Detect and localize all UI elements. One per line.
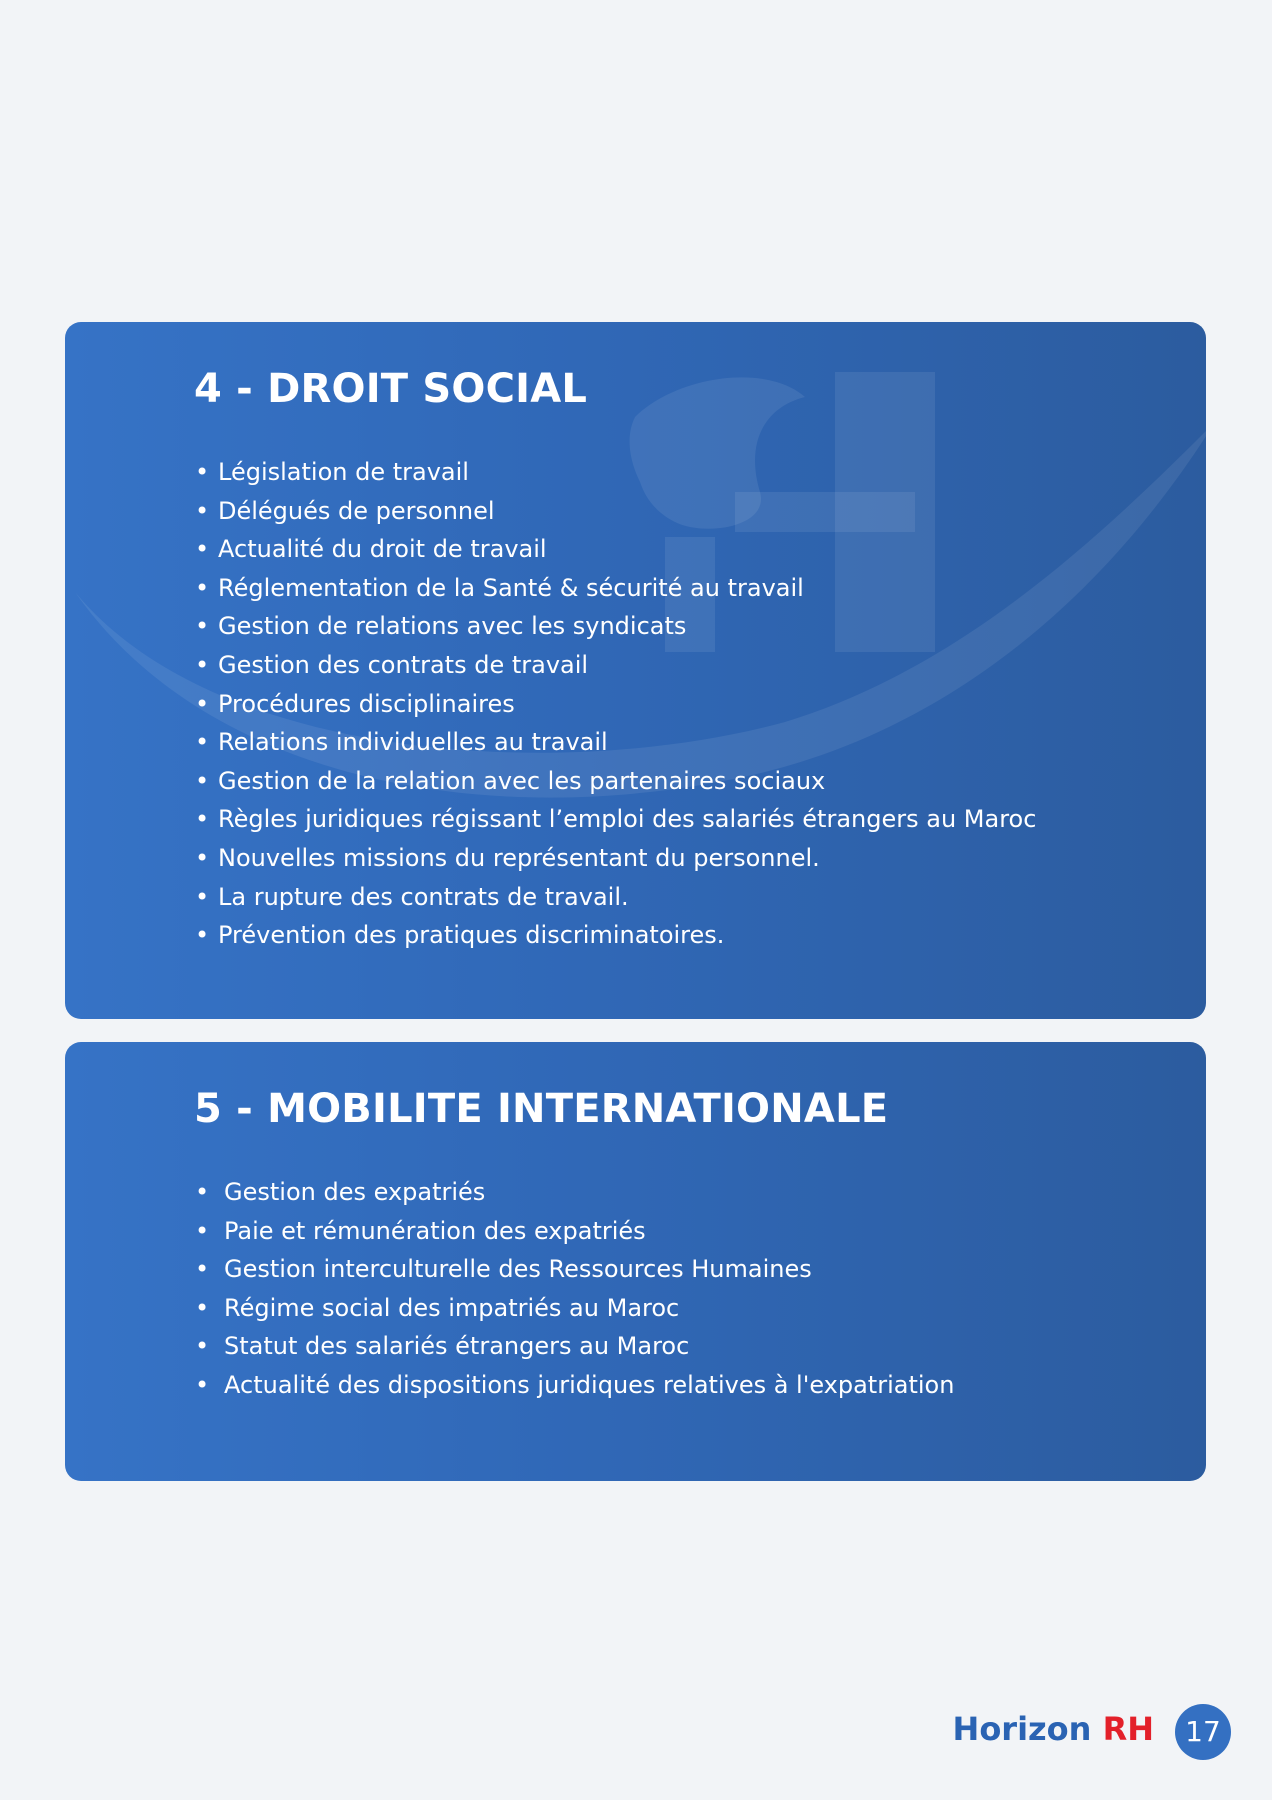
bullet-icon: • bbox=[195, 843, 210, 872]
list-item-text: Nouvelles missions du représentant du personnel. bbox=[218, 843, 820, 872]
list-item-text: Relations individuelles au travail bbox=[218, 728, 608, 757]
list-item bbox=[192, 1327, 954, 1366]
bullet-icon: • bbox=[195, 612, 210, 641]
list-item bbox=[192, 607, 1036, 646]
list-item-text: La rupture des contrats de travail. bbox=[218, 882, 629, 911]
list-item-text: Législation de travail bbox=[218, 458, 469, 486]
section-card-mobilite-internationale bbox=[65, 1042, 1206, 1481]
list-item-text: Délégués de personnel bbox=[218, 496, 495, 525]
section-title-mobilite-internationale: 5 - MOBILITE INTERNATIONALE bbox=[194, 1086, 889, 1132]
list-item-text: Procédures disciplinaires bbox=[218, 689, 515, 718]
list-item bbox=[192, 1250, 954, 1289]
bullet-icon: • bbox=[195, 573, 210, 602]
bullet-icon: • bbox=[195, 1370, 210, 1399]
list-item-text: Gestion des contrats de travail bbox=[218, 650, 589, 679]
bullet-icon: • bbox=[195, 1332, 210, 1361]
list-item bbox=[192, 1366, 954, 1405]
bullet-icon: • bbox=[195, 1255, 210, 1284]
list-item-text: Gestion de relations avec les syndicats bbox=[218, 612, 687, 641]
bullet-icon: • bbox=[195, 728, 210, 757]
list-item-text: Statut des salariés étrangers au Maroc bbox=[224, 1332, 690, 1361]
list-item bbox=[192, 492, 1036, 531]
bullet-icon: • bbox=[195, 689, 210, 718]
list-item-text: Régime social des impatriés au Maroc bbox=[224, 1293, 680, 1322]
bullet-icon: • bbox=[195, 496, 210, 525]
droit-social-list bbox=[192, 453, 1036, 955]
list-item-text: Actualité du droit de travail bbox=[218, 535, 547, 564]
bullet-icon: • bbox=[195, 921, 210, 950]
section-card-droit-social bbox=[65, 322, 1206, 1019]
section-title-droit-social: 4 - DROIT SOCIAL bbox=[194, 366, 588, 412]
list-item-text: Gestion de la relation avec les partenaires sociaux bbox=[218, 766, 826, 795]
list-item bbox=[192, 916, 1036, 955]
page-number-badge: 17 bbox=[1175, 1704, 1231, 1760]
bullet-icon: • bbox=[195, 1216, 210, 1245]
list-item-text: Prévention des pratiques discriminatoires. bbox=[218, 921, 725, 950]
list-item bbox=[192, 1289, 954, 1328]
bullet-icon: • bbox=[195, 650, 210, 679]
list-item bbox=[192, 800, 1036, 839]
brand-name-rh: RH bbox=[1102, 1710, 1154, 1748]
bullet-icon: • bbox=[195, 458, 210, 486]
list-item-text: Gestion des expatriés bbox=[224, 1178, 486, 1206]
bullet-icon: • bbox=[195, 1293, 210, 1322]
list-item bbox=[192, 1173, 954, 1212]
list-item-text: Réglementation de la Santé & sécurité au travail bbox=[218, 573, 804, 602]
list-item-text: Règles juridiques régissant l’emploi des salariés étrangers au Maroc bbox=[218, 805, 1037, 834]
bullet-icon: • bbox=[195, 805, 210, 834]
brand-name-horizon: Horizon bbox=[952, 1710, 1092, 1748]
list-item bbox=[192, 1212, 954, 1251]
mobilite-internationale-list bbox=[192, 1173, 954, 1405]
list-item bbox=[192, 723, 1036, 762]
list-item bbox=[192, 453, 1036, 492]
bullet-icon: • bbox=[195, 766, 210, 795]
list-item-text: Actualité des dispositions juridiques relatives à l'expatriation bbox=[224, 1370, 955, 1399]
list-item-text: Gestion interculturelle des Ressources Humaines bbox=[224, 1255, 812, 1284]
bullet-icon: • bbox=[195, 535, 210, 564]
list-item bbox=[192, 646, 1036, 685]
list-item bbox=[192, 685, 1036, 724]
bullet-icon: • bbox=[195, 1178, 210, 1206]
list-item-text: Paie et rémunération des expatriés bbox=[224, 1216, 646, 1245]
bullet-icon: • bbox=[195, 882, 210, 911]
list-item bbox=[192, 762, 1036, 801]
list-item bbox=[192, 878, 1036, 917]
list-item bbox=[192, 839, 1036, 878]
list-item bbox=[192, 569, 1036, 608]
list-item bbox=[192, 530, 1036, 569]
footer-brand-logo bbox=[953, 1710, 1154, 1748]
